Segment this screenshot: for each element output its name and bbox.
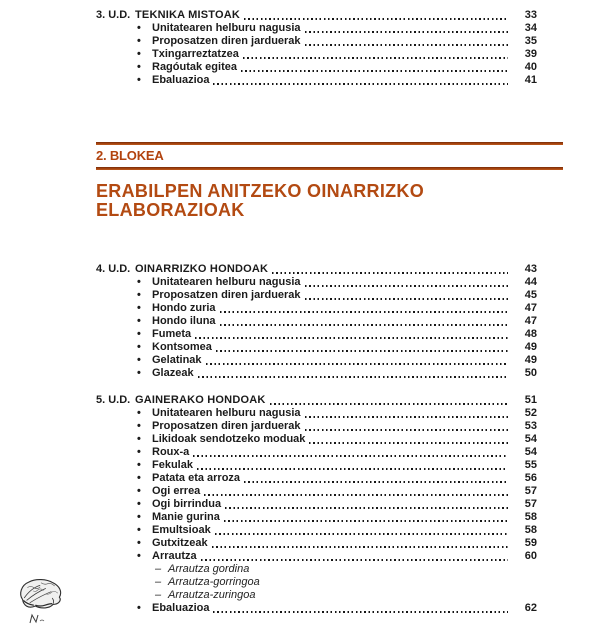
item-label: Likidoak sendotzeko moduak xyxy=(152,433,306,445)
dot-leader xyxy=(241,70,508,72)
page-number: 58 xyxy=(524,524,537,536)
toc-item-row xyxy=(96,407,537,420)
toc-item-row xyxy=(96,602,537,615)
page-number: 49 xyxy=(524,341,537,353)
toc-item-row xyxy=(96,61,537,74)
item-label: Glazeak xyxy=(152,367,194,379)
bullet-icon: • xyxy=(137,498,141,510)
dot-leader xyxy=(309,442,508,444)
page-number: 34 xyxy=(524,22,537,34)
item-label: Roux-a xyxy=(152,446,190,458)
dot-leader xyxy=(305,44,508,46)
page-number: 33 xyxy=(524,9,537,21)
toc-item-row xyxy=(96,315,537,328)
page-number: 41 xyxy=(524,74,537,86)
page-number: 58 xyxy=(524,511,537,523)
page-number: 51 xyxy=(524,394,537,406)
brain-sketch-image xyxy=(17,578,65,614)
toc-subitem-row xyxy=(96,563,537,576)
page-number: 47 xyxy=(524,315,537,327)
dot-leader xyxy=(195,337,508,339)
chapter-title: GAINERAKO HONDOAK xyxy=(135,394,266,406)
signature-scribble xyxy=(28,612,46,624)
toc-section-5 xyxy=(96,394,563,615)
bullet-icon: • xyxy=(137,22,141,34)
toc-item-row xyxy=(96,472,537,485)
item-label: Ogi birrindua xyxy=(152,498,222,510)
page-number: 54 xyxy=(524,446,537,458)
dot-leader xyxy=(305,31,508,33)
dash-icon: – xyxy=(155,576,162,588)
bullet-icon: • xyxy=(137,276,141,288)
toc-item-row xyxy=(96,485,537,498)
dot-leader xyxy=(215,533,508,535)
dot-leader xyxy=(212,546,508,548)
toc-item-row xyxy=(96,328,537,341)
dot-leader xyxy=(305,298,508,300)
page-number: 52 xyxy=(524,407,537,419)
toc-chapter-row xyxy=(96,9,537,22)
page-number: 60 xyxy=(524,550,537,562)
dot-leader xyxy=(244,481,508,483)
toc-subitem-row xyxy=(96,576,537,589)
page-number: 53 xyxy=(524,420,537,432)
block-kicker: 2. BLOKEA xyxy=(96,148,164,163)
bullet-icon: • xyxy=(137,61,141,73)
dot-leader xyxy=(201,559,508,561)
page-number: 57 xyxy=(524,485,537,497)
chapter-title: TEKNIKA MISTOAK xyxy=(135,9,241,21)
toc-item-row xyxy=(96,302,537,315)
bullet-icon: • xyxy=(137,511,141,523)
subitem-label: Arrautza gordina xyxy=(168,563,250,575)
bullet-icon: • xyxy=(137,485,141,497)
item-label: Unitatearen helburu nagusia xyxy=(152,276,301,288)
toc-item-row xyxy=(96,354,537,367)
item-label: Ebaluazioa xyxy=(152,602,210,614)
item-label: Kontsomea xyxy=(152,341,212,353)
item-label: Fekulak xyxy=(152,459,193,471)
dot-leader xyxy=(272,272,508,274)
item-label: Fumeta xyxy=(152,328,192,340)
bullet-icon: • xyxy=(137,602,141,614)
bullet-icon: • xyxy=(137,537,141,549)
item-label: Manie gurina xyxy=(152,511,220,523)
dot-leader xyxy=(270,403,508,405)
toc-item-row xyxy=(96,524,537,537)
page-number: 50 xyxy=(524,367,537,379)
bullet-icon: • xyxy=(137,328,141,340)
bullet-icon: • xyxy=(137,289,141,301)
toc-item-row xyxy=(96,446,537,459)
chapter-number: 4. U.D. xyxy=(96,263,131,275)
toc-chapter-row xyxy=(96,394,537,407)
dot-leader xyxy=(206,363,508,365)
subitem-label: Arrautza-gorringoa xyxy=(168,576,260,588)
dash-icon: – xyxy=(155,563,162,575)
toc-item-row xyxy=(96,341,537,354)
bullet-icon: • xyxy=(137,407,141,419)
page-number: 49 xyxy=(524,354,537,366)
page-number: 54 xyxy=(524,433,537,445)
item-label: Patata eta arroza xyxy=(152,472,241,484)
bullet-icon: • xyxy=(137,472,141,484)
chapter-number: 3. U.D. xyxy=(96,9,131,21)
page-number: 55 xyxy=(524,459,537,471)
dot-leader xyxy=(213,611,508,613)
bullet-icon: • xyxy=(137,446,141,458)
block-title-line1: ERABILPEN ANITZEKO OINARRIZKO xyxy=(96,181,425,201)
toc-item-row xyxy=(96,74,537,87)
chapter-title: OINARRIZKO HONDOAK xyxy=(135,263,269,275)
page-number: 45 xyxy=(524,289,537,301)
bullet-icon: • xyxy=(137,367,141,379)
item-label: Hondo zuria xyxy=(152,302,216,314)
page-number: 48 xyxy=(524,328,537,340)
dot-leader xyxy=(198,376,508,378)
toc-subitem-row xyxy=(96,589,537,602)
toc-chapter-row xyxy=(96,263,537,276)
bullet-icon: • xyxy=(137,302,141,314)
dot-leader xyxy=(204,494,508,496)
toc-item-row xyxy=(96,22,537,35)
page-number: 43 xyxy=(524,263,537,275)
toc-section-3 xyxy=(96,9,563,87)
toc-item-row xyxy=(96,420,537,433)
toc-item-row xyxy=(96,459,537,472)
dot-leader xyxy=(216,350,508,352)
dot-leader xyxy=(225,507,508,509)
toc-item-row xyxy=(96,537,537,550)
bullet-icon: • xyxy=(137,315,141,327)
page-number: 47 xyxy=(524,302,537,314)
item-label: Ragóutak egitea xyxy=(152,61,237,73)
dot-leader xyxy=(213,83,508,85)
dash-icon: – xyxy=(155,589,162,601)
page-number: 56 xyxy=(524,472,537,484)
dot-leader xyxy=(220,324,508,326)
bullet-icon: • xyxy=(137,74,141,86)
dot-leader xyxy=(305,285,508,287)
toc-item-row xyxy=(96,35,537,48)
bullet-icon: • xyxy=(137,354,141,366)
dot-leader xyxy=(305,429,508,431)
dot-leader xyxy=(244,18,508,20)
page-number: 40 xyxy=(524,61,537,73)
chapter-number: 5. U.D. xyxy=(96,394,131,406)
page-number: 35 xyxy=(524,35,537,47)
toc-item-row xyxy=(96,48,537,61)
section-rule-bottom xyxy=(96,167,563,170)
toc-item-row xyxy=(96,550,537,563)
item-label: Gutxitzeak xyxy=(152,537,208,549)
item-label: Hondo iluna xyxy=(152,315,216,327)
page-number: 59 xyxy=(524,537,537,549)
bullet-icon: • xyxy=(137,420,141,432)
toc-item-row xyxy=(96,289,537,302)
bullet-icon: • xyxy=(137,459,141,471)
dot-leader xyxy=(220,311,508,313)
dot-leader xyxy=(224,520,508,522)
item-label: Proposatzen diren jarduerak xyxy=(152,420,301,432)
toc-section-4 xyxy=(96,263,563,380)
toc-item-row xyxy=(96,276,537,289)
bullet-icon: • xyxy=(137,550,141,562)
section-rule-top xyxy=(96,142,563,145)
item-label: Ogi errea xyxy=(152,485,201,497)
bullet-icon: • xyxy=(137,48,141,60)
item-label: Arrautza xyxy=(152,550,197,562)
toc-item-row xyxy=(96,511,537,524)
page-number: 57 xyxy=(524,498,537,510)
item-label: Emultsioak xyxy=(152,524,211,536)
block-title-line2: ELABORAZIOAK xyxy=(96,200,245,220)
page-number: 44 xyxy=(524,276,537,288)
toc-item-row xyxy=(96,498,537,511)
toc-item-row xyxy=(96,367,537,380)
item-label: Ebaluazioa xyxy=(152,74,210,86)
dot-leader xyxy=(305,416,508,418)
dot-leader xyxy=(243,57,508,59)
page-number: 62 xyxy=(524,602,537,614)
item-label: Gelatinak xyxy=(152,354,202,366)
bullet-icon: • xyxy=(137,341,141,353)
toc-item-row xyxy=(96,433,537,446)
page-number: 39 xyxy=(524,48,537,60)
item-label: Proposatzen diren jarduerak xyxy=(152,35,301,47)
block-title xyxy=(96,182,563,220)
bullet-icon: • xyxy=(137,35,141,47)
dot-leader xyxy=(193,455,508,457)
item-label: Proposatzen diren jarduerak xyxy=(152,289,301,301)
item-label: Unitatearen helburu nagusia xyxy=(152,22,301,34)
item-label: Unitatearen helburu nagusia xyxy=(152,407,301,419)
toc-content xyxy=(96,9,563,615)
bullet-icon: • xyxy=(137,433,141,445)
bullet-icon: • xyxy=(137,524,141,536)
item-label: Txingarreztatzea xyxy=(152,48,239,60)
dot-leader xyxy=(197,468,508,470)
subitem-label: Arrautza-zuringoa xyxy=(168,589,256,601)
